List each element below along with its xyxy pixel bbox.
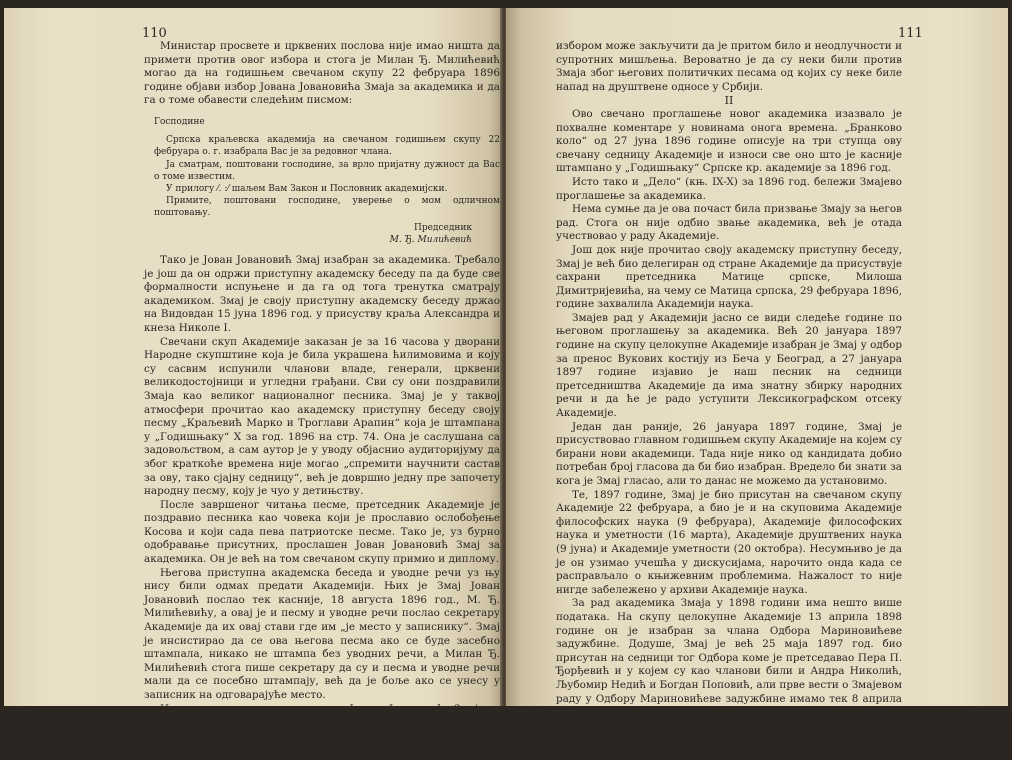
paragraph: Цела процедура око проглашења Јована Јовановића Змаја за академика је тако завршена. Академија је добро учинила што је изабрала нашег песника за свога правога члана, али се из преписке у вези са xyxy=(144,702,500,756)
paragraph: Још док није прочитао своју академску приступну беседу, Змај је већ био делегиран од стране Академије да присуствује сахрани претседника Матице српске, Милоша Димитријевића, на чему се Матица српска, 29 фебруара 1896, године захвалила Академији наука. xyxy=(556,243,902,311)
paragraph: Тако је Јован Јовановић Змај изабран за академика. Требало је још да он одржи приступну академску беседу па да буде све формалности испуњене и да га од тога тренутка сматрају академиком. Змај је своју приступну академску беседу држао на Видовдан 15 јуна 1896 год. у присуству краља Александра и кнеза Николе I. xyxy=(144,254,500,334)
paragraph: Исто тако и „Дело“ (књ. IX-X) за 1896 год. бележи Змајево проглашење за академика. xyxy=(556,175,902,202)
letter-signature xyxy=(154,222,500,246)
right-page-text xyxy=(556,40,902,760)
paragraph: Свечани скуп Академије заказан је за 16 часова у дворани Народне скупштине која је била украшена ћилимовима и коју су сасвим испунили чланови владе, генерали, црквени великодостојници и угледни грађани. Сви су они поздравили Змаја као великог националног песника. Змај је у таквој атмосфери прочитао као академску приступну беседу своју песму „Краљевић Марко и Троглави Арапин“ која је штампана у „Годишњаку“ X за год. 1896 на стр. 74. Она је саслушана са задовољством, а сам аутор је у уводу објаснио аудиторијуму да због краткоће времена није могао „спремити научнити састав за ову, тако сјајну седницу“, већ је довршио једну пре започету народну песму, коју је чуо у детињству. xyxy=(144,335,500,498)
paragraph: Министар просвете и црквених послова није имао ништа да примети против овог избора и стога је Милан Ђ. Милићевић могао да на годишњем свечаном скупу 22 фебруара 1896 године објави избор Јована Јовановића Змаја за академика и да га о томе обавести следећим писмом: xyxy=(144,40,500,107)
paragraph: Ово свечано проглашење новог академика изазвало је похвалне коментаре у новинама онога времена. „Бранково коло“ од 27 јуна 1896 године описује на три ступца ову свечану седницу Академије и износи све оно што је касније штампано у „Годишњаку“ Српске кр. академије за 1896 год. xyxy=(556,107,902,175)
paragraph: Један дан раније, 26 јануара 1897 године, Змај је присуствовао главном годишњем скупу Академије на којем су бирани нови академици. Тада није нико од кандидата добио потребан број гласова да би био изабран. Вредело би знати за кога је Змај гласао, али то данас не можемо да установимо. xyxy=(556,420,902,487)
letter-block xyxy=(144,116,500,246)
letter-paragraph: Ја сматрам, поштовани господине, за врло пријатну дужност да Вас о томе известим. xyxy=(154,159,500,182)
paragraph: Његова приступна академска беседа и уводне речи уз њу нису били одмах предати Академији. Њих је Змај Јован Јовановић послао тек касније, 18 августа 1896 год., М. Ђ. Милићевићу, а овај је и песму и уводне речи послао секретару Академије да их овај стави где им „је место у записнику“. Змај је инсистирао да се ова његова песма ако се буде засебно штампала, никако не штампа без уводних речи, а Милан Ђ. Милићевић стога пише секретару да су и песма и уводне речи мали да се посебно штампају, већ да је боље ако се унесу у записник на одговарајуће место. xyxy=(144,566,500,701)
section-heading: II xyxy=(724,94,734,108)
paragraph: Нема сумње да је ова почаст била призвање Змају за његов рад. Стога он није одбио звање академика, већ је отада учествовао у раду Академије. xyxy=(556,203,902,243)
paragraph: После завршеног читања песме, претседник Академије је поздравио песника као човека који је прославио ослобођење Косова и који сада пева патриотске песме. Тако је, уз бурно одобравање присутних, прослашен Јован Јовановић Змај за академика. Он је већ на том свечаном скупу примио и диплому. xyxy=(144,498,500,566)
left-page xyxy=(4,8,504,756)
letter-paragraph: Примите, поштовани господине, уверење о мом одличном поштовању. xyxy=(154,196,500,219)
left-page-text xyxy=(144,40,500,757)
paragraph: избором може закључити да је притом било и неодлучности и супротних мишљења. Вероватно је да су неки били против Змаја због његових политичких песама од којих су неке биле напад на друштвене односе у Србији. xyxy=(556,40,902,93)
signature-name: М. Ђ. Милићевић xyxy=(389,234,472,245)
page-number: 110 xyxy=(142,26,167,41)
paragraph: Змајев рад у Академији јасно се види следеће године по његовом проглашењу за академика. Већ 20 јануара 1897 године на скупу целокупне Академије изабран је Змај у одбор за пренос Вукових костију из Беча у Београд, а 27 јануара 1897 године изјавио је наш песник на седници претседништва Академије да има знатну збирку народних речи и да ће је радо уступити Лексикографском отсеку Академије. xyxy=(556,311,902,420)
letter-greeting: Господине xyxy=(154,116,205,127)
letter-paragraph: Српска краљевска академија на свечаном годишњем скупу 22 фебруара о. г. изабрала Вас је за редовног члана. xyxy=(154,135,500,158)
letter-paragraph: У прилогу ⁄. :⁄ шаљем Вам Закон и Пословник академијски. xyxy=(166,183,448,194)
right-page xyxy=(506,8,1008,759)
page-number: 111 xyxy=(898,26,923,41)
paragraph: За рад академика Змаја у 1898 години има нешто више података. На скупу целокупне Академије 13 априла 1898 године он је изабран за члана Одбора Мариновићеве задужбине. Додуше, Змај је већ 25 маја 1897 год. био присутан на седници тог Одбора коме је претседавао Пера П. Ђорђевић и у којем су као чланови били и Андра Николић, Љубомир Недић и Богдан Поповић, али прве вести о Змајевом раду у Одбору Мариновићеве задужбине имамо тек 8 априла 1898 године. Тада је Драг. Ј. Илић послао своју трагедију „Милош Обилић“ на конкурс за награду Мариновићеве задужбине. Ово је дело било, по речима аутора, „штампано у листу „Нади“ у почетку ове године. Није xyxy=(556,597,902,759)
signature-title: Председник xyxy=(413,222,472,233)
paragraph: Те, 1897 године, Змај је био присутан на свечаном скупу Академије 22 фебруара, а био је и на скуповима Академије философских наука (9 фебруара), Академије философских наука и уметности (16 марта), Академије друштвених наука (9 јуна) и Академије уметности (20 октобра). Несумњиво је да је он узимао учешћа у дискусијама, нарочито онда када се расправљало о књижевним проблемима. Нажалост то није нигде забележено у архиви Академије наука. xyxy=(556,488,902,596)
